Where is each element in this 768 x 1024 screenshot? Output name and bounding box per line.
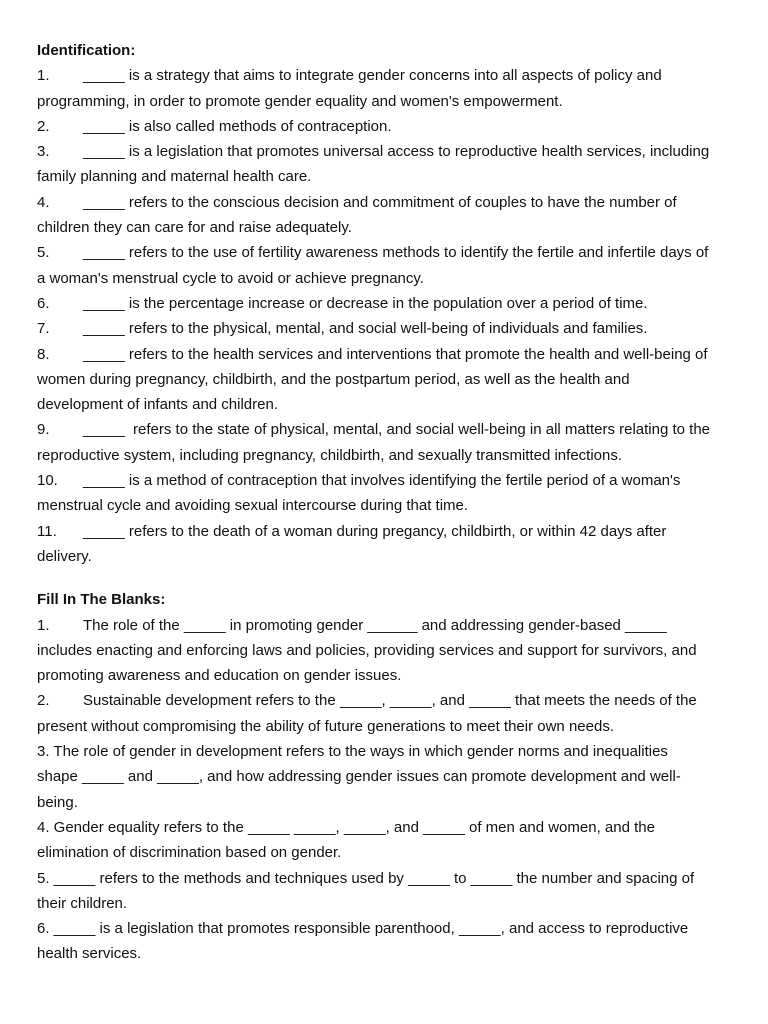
item-number: 3. [37, 143, 50, 161]
identification-item-5 [37, 240, 737, 291]
identification-item-4 [37, 190, 737, 241]
section-spacer [37, 569, 737, 587]
identification-heading: Identification: [37, 42, 136, 59]
item-number: 5. [37, 244, 50, 262]
fill-in-item-3: 3. The role of gender in development refers to the ways in which gender norms and inequalities shape _____ and _____, and how addressing gender issues can promote development and well- being. [37, 743, 681, 811]
identification-item-1 [37, 63, 737, 114]
item-text: _____ refers to the use of fertility awareness methods to identify the fertile and infertile days of a woman's menstrual cycle to avoid or achieve pregnancy. [37, 244, 709, 287]
item-text: _____ refers to the death of a woman during pregancy, childbirth, or within 42 days after delivery. [37, 522, 667, 565]
identification-item-6 [37, 291, 737, 316]
identification-item-11 [37, 519, 737, 570]
item-number: 4. [37, 193, 50, 211]
identification-item-3 [37, 139, 737, 190]
item-number: 2. [37, 692, 50, 710]
item-number: 2. [37, 117, 50, 135]
identification-item-7 [37, 316, 737, 341]
fill-in-item-4: 4. Gender equality refers to the _____ _____, _____, and _____ of men and women, and the elimination of discrimination based on gender. [37, 818, 655, 862]
identification-item-9 [37, 417, 737, 468]
fill-in-item-1 [37, 613, 737, 689]
fill-in-item-5: 5. _____ refers to the methods and techniques used by _____ to _____ the number and spacing of their children. [37, 869, 695, 912]
fill-in-heading: Fill In The Blanks: [37, 591, 166, 609]
item-number: 11. [37, 522, 57, 540]
identification-item-2 [37, 114, 737, 139]
identification-item-10 [37, 468, 737, 519]
item-text: _____ refers to the physical, mental, and social well-being of individuals and families. [83, 320, 648, 338]
item-text: Sustainable development refers to the _____, _____, and _____ that meets the needs of the present without compromising the ability of future generations to meet their own needs. [37, 692, 697, 735]
item-number: 10. [37, 472, 58, 490]
identification-item-8 [37, 342, 737, 418]
item-text: _____ refers to the conscious decision and commitment of couples to have the number of children they can care for and raise adequately. [37, 193, 677, 237]
fill-in-item-2 [37, 688, 737, 739]
item-number: 8. [37, 345, 50, 363]
document-page [37, 38, 737, 967]
fill-in-item-6: 6. _____ is a legislation that promotes responsible parenthood, _____, and access to reproductive health services. [37, 920, 689, 963]
item-text: _____ is a legislation that promotes universal access to reproductive health services, including family planning and maternal health care. [37, 143, 710, 186]
item-text: The role of the _____ in promoting gender ______ and addressing gender-based _____ includes enacting and enforcing laws and policies, providing services and support for survivors, and promoting awareness and education on gender issues. [37, 616, 697, 685]
item-number: 6. [37, 294, 50, 312]
item-text: _____ is also called methods of contraception. [83, 117, 392, 135]
item-number: 9. [37, 421, 50, 439]
item-number: 1. [37, 67, 50, 85]
item-text: _____ is a method of contraception that involves identifying the fertile period of a woman's menstrual cycle and avoiding sexual intercourse during that time. [37, 472, 681, 515]
item-text: _____ is a strategy that aims to integrate gender concerns into all aspects of policy and programming, in order to promote gender equality and women's empowerment. [37, 67, 662, 110]
item-text: _____ is the percentage increase or decrease in the population over a period of time. [83, 294, 648, 312]
item-text: _____ refers to the health services and interventions that promote the health and well-being of women during pregnancy, childbirth, and the postpartum period, as well as the health and development of infants and children. [37, 345, 708, 414]
item-number: 1. [37, 616, 50, 634]
item-number: 7. [37, 320, 50, 338]
item-text: _____ refers to the state of physical, mental, and social well-being in all matters relating to the reproductive system, including pregnancy, childbirth, and sexually transmitted infections. [37, 421, 711, 464]
